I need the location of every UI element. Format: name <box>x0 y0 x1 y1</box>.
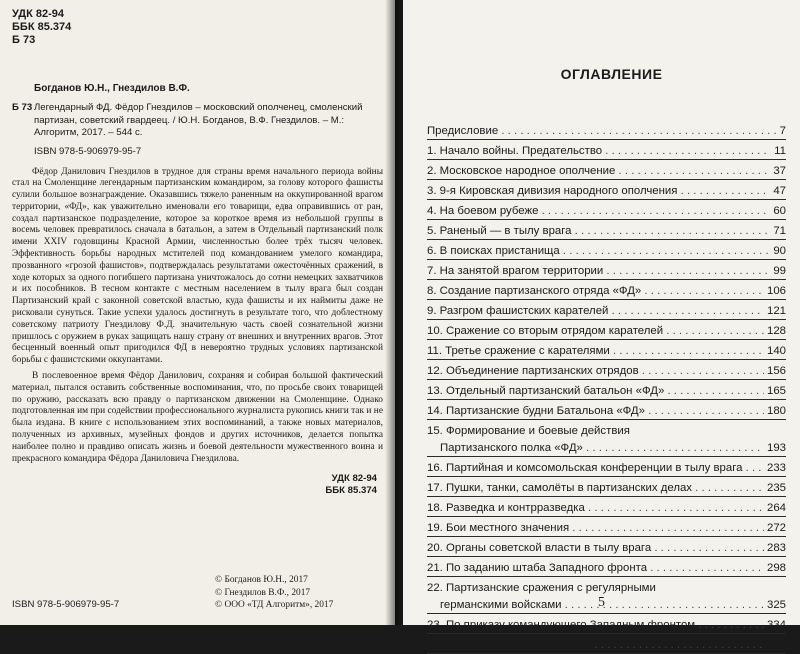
copyright-line-2: © Гнездилов В.Ф., 2017 <box>215 587 311 598</box>
toc-entry-page: 193 <box>766 442 786 454</box>
toc-entry-title-line-2: германскими войсками . . . <box>427 598 764 612</box>
toc-entry-title: 15. Формирование и боевые действия <box>427 425 630 437</box>
toc-entry-page: 180 <box>766 405 786 417</box>
toc-entry-page: 165 <box>766 385 786 397</box>
toc-entry-title: 22. Партизанские сражения с регулярными <box>427 582 656 594</box>
toc-title: ОГЛАВЛЕНИЕ <box>560 66 663 82</box>
toc-entry-title: 17. Пушки, танки, самолёты в партизанских делах . . . <box>427 481 764 495</box>
toc-entry <box>427 497 786 517</box>
toc-entry-page: 106 <box>766 285 786 297</box>
toc-entry-title: 8. Создание партизанского отряда «ФД» . . . <box>427 284 764 298</box>
toc-entry-title: 11. Третье сражение с карателями . . . <box>427 344 764 358</box>
toc-entry-title: 21. По заданию штаба Западного фронта . . . <box>427 561 764 575</box>
toc-entry <box>427 380 786 400</box>
toc-entry-page: 37 <box>773 165 786 177</box>
table-of-contents <box>427 120 786 654</box>
toc-entry <box>427 320 786 340</box>
toc-entry-page: 347 <box>766 639 786 651</box>
toc-entry <box>427 220 786 240</box>
page-number: 5 <box>598 595 605 610</box>
annotation <box>12 167 383 466</box>
toc-entry-page: 272 <box>766 522 786 534</box>
toc-entry-title: 24. В штабе Западного фронта . . . <box>427 638 764 652</box>
udk-code-bottom: УДК 82-94 <box>331 473 377 485</box>
toc-entry-title: 14. Партизанские будни Батальона «ФД» . . . <box>427 404 764 418</box>
toc-entry-title-line-2: Партизанского полка «ФД» . . . <box>427 441 764 455</box>
toc-entry-page: 99 <box>773 265 786 277</box>
udk-top <box>12 8 383 47</box>
toc-entry-title: 6. В поисках пристанища . . . <box>427 244 770 258</box>
copyright-line-1: © Богданов Ю.Н., 2017 <box>215 575 308 585</box>
toc-entry-title: 19. Бои местного значения . . . <box>427 521 764 535</box>
toc-entry <box>427 180 786 200</box>
toc-entry-page: 7 <box>779 125 786 137</box>
toc-entry <box>427 160 786 180</box>
copyright-line-3: © ООО «ТД Алгоритм», 2017 <box>215 600 334 610</box>
bib-code: Б 73 <box>12 102 33 113</box>
toc-entry <box>427 300 786 320</box>
toc-entry-page: 233 <box>766 462 786 474</box>
toc-entry-page: 235 <box>766 482 786 494</box>
bibliographic-record <box>12 102 383 140</box>
toc-entry-page: 283 <box>766 542 786 554</box>
toc-entry-page: 47 <box>773 185 786 197</box>
toc-entry <box>427 200 786 220</box>
toc-entry-title: 9. Разгром фашистских карателей . . . <box>427 304 764 318</box>
toc-entry-title: 20. Органы советской власти в тылу врага . . . <box>427 541 764 555</box>
toc-entry-title: 1. Начало войны. Предательство . . . <box>427 144 771 158</box>
toc-entry <box>427 140 786 160</box>
isbn-inline: ISBN 978-5-906979-95-7 <box>34 145 142 157</box>
toc-entry-page: 71 <box>773 225 786 237</box>
toc-entry-title: 5. Раненый — в тылу врага . . . <box>427 224 770 238</box>
toc-entry-title: 23. По приказу командующего Западным фронтом . . . <box>427 618 764 632</box>
toc-entry <box>427 400 786 420</box>
authors-heading: Богданов Ю.Н., Гнездилов В.Ф. <box>34 83 190 94</box>
toc-entry-page: 140 <box>766 345 786 357</box>
toc-entry-title: 12. Объединение партизанских отрядов . . . <box>427 364 764 378</box>
toc-entry-title: 16. Партийная и комсомольская конференции в тылу врага . . . <box>427 461 764 475</box>
toc-entry <box>427 557 786 577</box>
toc-entry-title: 10. Сражение со вторым отрядом карателей . . . <box>427 324 764 338</box>
toc-entry <box>427 360 786 380</box>
toc-entry <box>427 340 786 360</box>
toc-entry-page: 156 <box>766 365 786 377</box>
toc-entry-page: 128 <box>766 325 786 337</box>
bleed-through <box>110 2 115 23</box>
toc-entry-page: 334 <box>766 619 786 631</box>
right-page <box>403 0 800 651</box>
udk-code-top: УДК 82-94 <box>12 8 65 20</box>
toc-entry-page: 325 <box>766 599 786 611</box>
toc-entry <box>427 120 786 140</box>
toc-entry <box>427 614 786 634</box>
toc-entry <box>427 240 786 260</box>
toc-entry-title: 3. 9-я Кировская дивизия народного ополчения . . . <box>427 184 770 198</box>
toc-entry-page: 60 <box>773 205 786 217</box>
toc-entry <box>427 634 786 654</box>
toc-entry-page: 264 <box>766 502 786 514</box>
annotation-paragraph-2: В послевоенное время Фёдор Данилович, сохраняя и собирая большой фактический материал, пытался оставить собственные воспоминания, что, по просьбе своих товарищей по оружию, рассказать всю правду о партизанском движении на Смоленщине. Однако подготовленная им при содействии профессионального журналиста рукопись книги так и не была издана. В книге с использованием этих воспоминаний, а также новых материалов, полученных из архивных, музейных фондов и других источников, делается попытка наиболее полно и правдиво описать жизнь и боевой деятельности мужественного воина и прекрасного командира Фёдора Даниловича Гнездилова. <box>12 371 383 464</box>
left-page <box>0 0 395 625</box>
book-spine-shadow <box>385 0 403 625</box>
annotation-paragraph-1: Фёдор Данилович Гнездилов в трудное для страны время начального периода войны стал на Смоленщине легендарным партизанским командиром, за голову которого фашисты сулили большое вознаграждение. Оказавшись тяжело раненным на оккупированной врагом территории, «ФД», как уважительно именовали его товарищи, едва оправившись от ран, создал партизанское подразделение, которое за короткое время из небольшой группы в восемь человек превратилось сначала в батальон, а затем в Отдельный партизанский полк имени XXIV годовщины Красной Армии, численностью более трёх тысяч человек. Эффективность борьбы народных мстителей под командованием умелого командира, прозванного «грозой фашистов», подтверждалась результатами ожесточённых сражений, в ходе которых за одного погибшего партизана уничтожалось до сотни немецких захватчиков и их пособников. В тесном контакте с местным населением в тылу врага был создан Партизанский край с законной советской властью, куда фашисты и их наймиты даже не рисковали сунуться. Такие успехи удалось достигнуть в результате того, что доблестному советскому патриоту Гнездилову Ф.Д. значительную часть своей сознательной жизни пришлось с оружием в руках защищать нашу страну от внешних и внутренних врагов. Этот бесценный военный опыт пригодился ФД в невероятно трудных условиях партизанской борьбы с фашистскими оккупантами. <box>12 166 383 366</box>
toc-entry-continuation <box>427 438 786 455</box>
toc-entry <box>427 280 786 300</box>
toc-entry-title: 18. Разведка и контрразведка . . . <box>427 501 764 515</box>
toc-entry-title: 7. На занятой врагом территории . . . <box>427 264 770 278</box>
toc-entry <box>427 477 786 497</box>
bbk-code-top: ББК 85.374 <box>12 21 72 33</box>
bib-text: Легендарный ФД. Фёдор Гнездилов – московский ополченец, смоленский партизан, советский гвардеец. / Ю.Н. Богданов, В.Ф. Гнездилов. – М.: Алгоритм, 2017. – 544 с. <box>34 102 363 138</box>
author-mark-top: Б 73 <box>12 34 36 46</box>
toc-entry-title: 13. Отдельный партизанский батальон «ФД» . . . <box>427 384 764 398</box>
isbn-bottom: ISBN 978-5-906979-95-7 <box>12 599 120 610</box>
toc-entry-title: Предисловие . . . <box>427 124 777 138</box>
toc-entry-page: 90 <box>773 245 786 257</box>
toc-entry <box>427 420 786 457</box>
toc-entry-title: 2. Московское народное ополчение . . . <box>427 164 770 178</box>
copyright-block <box>215 574 333 612</box>
toc-entry <box>427 537 786 557</box>
toc-entry-title: 4. На боевом рубеже . . . <box>427 204 770 218</box>
toc-entry <box>427 457 786 477</box>
toc-entry-page: 298 <box>766 562 786 574</box>
toc-entry <box>427 517 786 537</box>
udk-bottom <box>12 473 383 497</box>
toc-entry-page: 11 <box>774 145 786 157</box>
toc-entry-page: 121 <box>766 305 786 317</box>
bbk-code-bottom: ББК 85.374 <box>325 485 377 497</box>
toc-entry <box>427 260 786 280</box>
